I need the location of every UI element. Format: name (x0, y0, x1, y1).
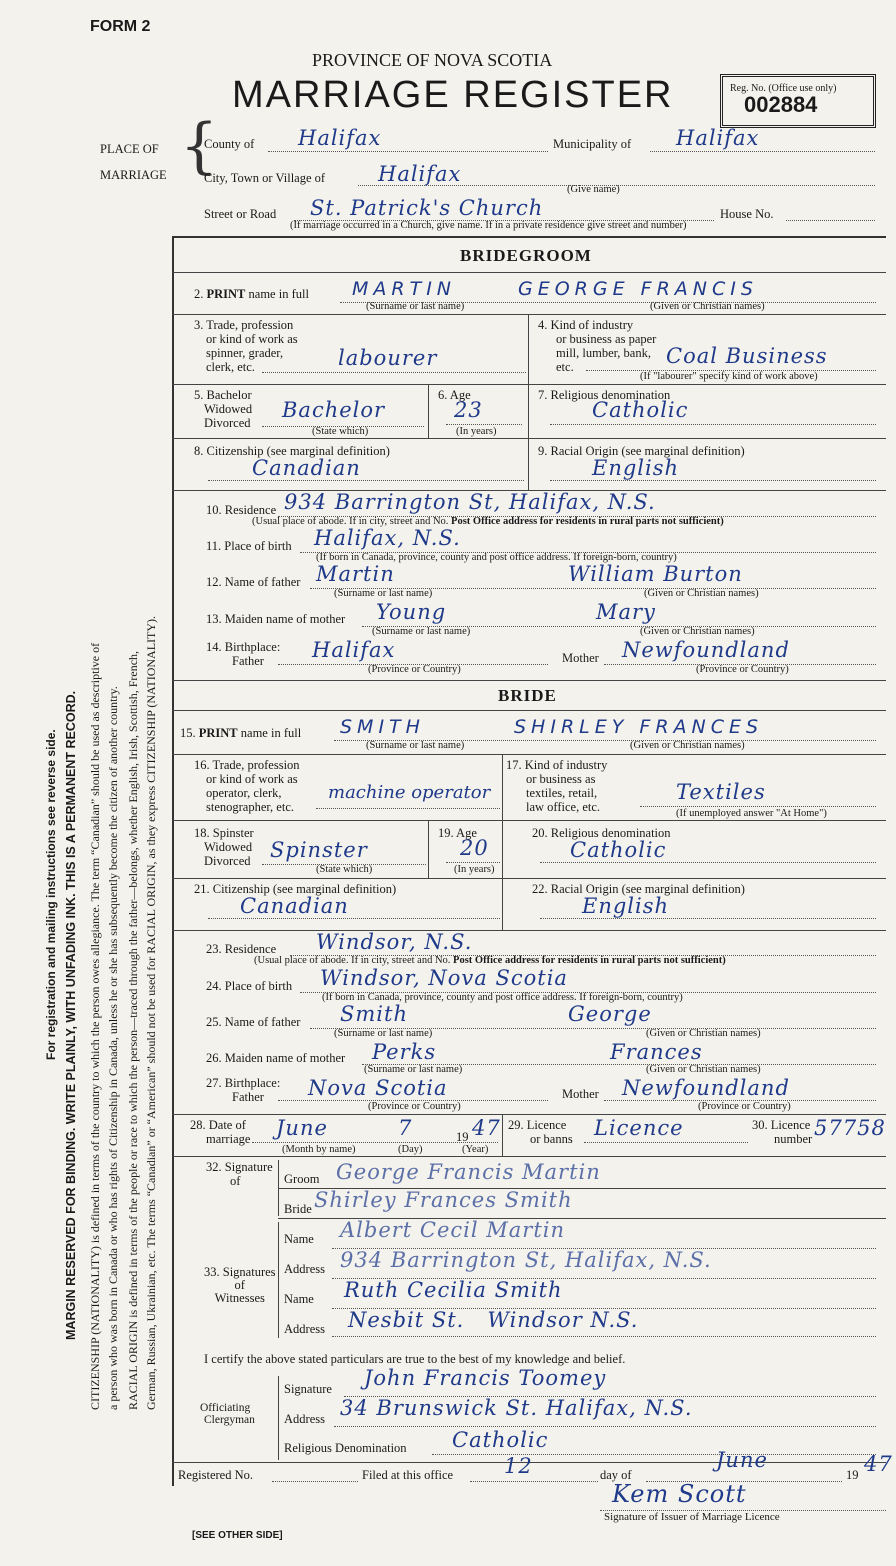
bride-racial-label: 22. Racial Origin (see marginal definition) (532, 882, 745, 896)
bride-name-in-full: name in full (240, 726, 302, 740)
groom-mother-given: Mary (596, 600, 656, 624)
bride-father-surname: Smith (340, 1002, 408, 1026)
street-note: (If marriage occurred in a Church, give name. If in a private residence give street and number) (290, 220, 687, 231)
margin-binding-note: MARGIN RESERVED FOR BINDING. WRITE PLAINLY, WITH UNFADING INK. THIS IS A PERMANENT RECORD. (64, 690, 78, 1340)
groom-father-surname: Martin (316, 562, 395, 586)
bride-father-label: 25. Name of father (206, 1015, 301, 1029)
bride-trade-value: machine operator (328, 782, 491, 803)
clergy-address-label: Address (284, 1412, 325, 1426)
bride-birthplace-label: 24. Place of birth (206, 979, 293, 993)
clergy-sig-label: Signature (284, 1382, 332, 1396)
reg-office-note: (Office use only) (768, 83, 837, 94)
bride-ind-l1: 17. Kind of industry (506, 758, 608, 772)
issuer-label: Signature of Issuer of Marriage Licence (604, 1511, 780, 1523)
bride-bp-l2: Father (232, 1090, 264, 1104)
clergy-label (200, 1402, 255, 1426)
bride-religion-value: Catholic (570, 838, 667, 862)
number-label-1: 30. Licence (752, 1118, 811, 1132)
groom-mother-label: 13. Maiden name of mother (206, 612, 346, 626)
bride-trade-l4: stenographer, etc. (206, 800, 295, 814)
bride-trade-l2: or kind of work as (206, 772, 298, 786)
margin-citizenship-2: a person who was born in Canada or who has rights of Citizenship in Canada, unless he or she has subsequently become the citizen of another country. (106, 686, 120, 1410)
bride-res-note-2: Post Office address for residents in rural parts not sufficient) (453, 955, 726, 966)
groom-status-value: Bachelor (282, 398, 386, 422)
bride-bp-label (206, 1076, 280, 1104)
groom-ind-l4: etc. (556, 360, 574, 374)
groom-surname-note: (Surname or last name) (366, 301, 465, 312)
groom-name-label (194, 287, 309, 301)
groom-ind-l1: 4. Kind of industry (538, 318, 634, 332)
bride-in-years: (In years) (454, 864, 495, 875)
bride-father-surname-note: (Surname or last name) (334, 1028, 433, 1039)
groom-bp-mother-label: Mother (562, 651, 599, 665)
month-note: (Month by name) (282, 1144, 356, 1155)
bride-residence-value: Windsor, N.S. (316, 930, 473, 954)
bride-mother-label: 26. Maiden name of mother (206, 1051, 346, 1065)
groom-mother-given-note: (Given or Christian names) (640, 626, 755, 637)
bride-father-given-note: (Given or Christian names) (646, 1028, 761, 1039)
municipality-label: Municipality of (553, 137, 632, 151)
groom-trade-l2: or kind of work as (206, 332, 298, 346)
groom-bp-father: Halifax (312, 638, 396, 662)
groom-bp-mother: Newfoundland (622, 638, 790, 662)
bride-status-label (194, 826, 254, 868)
groom-trade-l4: clerk, etc. (206, 360, 255, 374)
licence-number-value: 57758 (814, 1116, 886, 1140)
marriage-day: 7 (398, 1116, 413, 1140)
issuer-signature: Kem Scott (612, 1480, 747, 1508)
year-note: (Year) (462, 1144, 489, 1155)
groom-religion-label: 7. Religious denomination (538, 388, 671, 402)
witness-label (204, 1266, 276, 1305)
groom-status-label (194, 388, 252, 430)
bride-age-label: 19. Age (438, 826, 477, 840)
licence-label-2: or banns (530, 1132, 573, 1146)
bride-citizenship-label: 21. Citizenship (see marginal definition) (194, 882, 397, 896)
groom-age-label: 6. Age (438, 388, 471, 402)
day-of-label: day of (600, 1468, 632, 1482)
groom-trade-l3: spinner, grader, (206, 346, 284, 360)
groom-signature: George Francis Martin (336, 1160, 601, 1184)
form-number: FORM 2 (90, 18, 151, 35)
w1-address: 934 Barrington St, Halifax, N.S. (340, 1248, 712, 1272)
w2-name: Ruth Cecilia Smith (344, 1278, 563, 1302)
bride-citizenship-value: Canadian (240, 894, 349, 918)
groom-surname: MARTIN (352, 278, 457, 300)
marriage-year: 47 (472, 1116, 501, 1140)
bride-father-given: George (568, 1002, 652, 1026)
w2-name-label: Name (284, 1292, 314, 1306)
bride-bp-father-note: (Province or Country) (368, 1101, 461, 1112)
groom-father-given-note: (Given or Christian names) (644, 588, 759, 599)
groom-bp-mother-note: (Province or Country) (696, 664, 789, 675)
denomination-value: Catholic (452, 1428, 549, 1452)
clergy-signature: John Francis Toomey (364, 1366, 607, 1390)
bride-name-num: 15. (180, 726, 196, 740)
date-label-2: marriage (206, 1132, 251, 1146)
sig-label-2: of (230, 1174, 241, 1188)
groom-industry-value: Coal Business (666, 344, 828, 368)
bride-trade-label (194, 758, 300, 814)
groom-citizenship-label: 8. Citizenship (see marginal definition) (194, 444, 390, 458)
filed-year-prefix: 19 (846, 1468, 859, 1482)
groom-bp-label (206, 640, 280, 668)
bride-surname-note: (Surname or last name) (366, 740, 465, 751)
bride-mother-surname-note: (Surname or last name) (364, 1064, 463, 1075)
province-heading: PROVINCE OF NOVA SCOTIA (312, 50, 553, 70)
place-brace: { (180, 111, 219, 181)
bride-bp-mother-note: (Province or Country) (698, 1101, 791, 1112)
w1-name: Albert Cecil Martin (340, 1218, 566, 1242)
groom-religion-value: Catholic (592, 398, 689, 422)
groom-bp-father-note: (Province or Country) (368, 664, 461, 675)
groom-name-print: PRINT (206, 287, 246, 301)
groom-citizenship-value: Canadian (252, 456, 361, 480)
groom-name-in-full: name in full (248, 287, 309, 301)
bride-sig-label: Bride (284, 1202, 312, 1216)
bride-ind-l2: or business as (526, 772, 596, 786)
bride-residence-label: 23. Residence (206, 942, 277, 956)
witness-label-1: 33. Signatures (204, 1265, 276, 1279)
bride-industry-label (506, 758, 607, 814)
street-value: St. Patrick's Church (310, 196, 544, 220)
groom-trade-label (194, 318, 298, 374)
bride-birthplace-note: (If born in Canada, province, county and post office address. If foreign-born, country) (322, 992, 683, 1003)
bride-heading: BRIDE (498, 686, 557, 705)
clergy-label-1: Officiating (200, 1402, 251, 1414)
bride-status-l3: Divorced (204, 854, 251, 868)
bride-surname: SMITH (340, 716, 425, 738)
bride-signature: Shirley Frances Smith (314, 1188, 573, 1212)
bride-mother-given: Frances (610, 1040, 703, 1064)
bridegroom-heading: BRIDEGROOM (460, 246, 592, 265)
licence-number-label (752, 1118, 812, 1146)
groom-bp-l1: 14. Birthplace: (206, 640, 281, 654)
w1-name-label: Name (284, 1232, 314, 1246)
groom-in-years: (In years) (456, 426, 497, 437)
groom-age-value: 23 (454, 398, 483, 422)
place-heading (100, 136, 167, 188)
groom-trade-value: labourer (338, 346, 438, 370)
date-label (190, 1118, 250, 1146)
groom-given-note: (Given or Christian names) (650, 301, 765, 312)
bride-name-label (180, 726, 301, 740)
groom-status-l2: Widowed (204, 402, 253, 416)
bride-bp-mother: Newfoundland (622, 1076, 790, 1100)
groom-father-surname-note: (Surname or last name) (334, 588, 433, 599)
bride-bp-mother-label: Mother (562, 1087, 599, 1101)
groom-birthplace-note: (If born in Canada, province, county and post office address. If foreign-born, country) (316, 552, 677, 563)
bride-state-which: (State which) (316, 864, 373, 875)
groom-sig-label: Groom (284, 1172, 320, 1186)
groom-father-label: 12. Name of father (206, 575, 301, 589)
groom-state-which: (State which) (312, 426, 369, 437)
county-value: Halifax (298, 126, 382, 150)
bride-trade-l3: operator, clerk, (206, 786, 282, 800)
groom-status-l1: 5. Bachelor (194, 388, 252, 402)
groom-birthplace-label: 11. Place of birth (206, 539, 292, 553)
place-heading-1: PLACE OF (100, 142, 159, 156)
bride-status-value: Spinster (270, 838, 368, 862)
groom-bp-l2: Father (232, 654, 264, 668)
bride-given: SHIRLEY FRANCES (514, 716, 764, 738)
filed-year: 47 (864, 1452, 893, 1476)
w2-address: Nesbit St. Windsor N.S. (348, 1308, 639, 1332)
denomination-label: Religious Denomination (284, 1441, 407, 1455)
groom-mother-surname: Young (376, 600, 447, 624)
bride-trade-l1: 16. Trade, profession (194, 758, 300, 772)
bride-bp-father: Nova Scotia (308, 1076, 448, 1100)
bride-age-value: 20 (460, 836, 489, 860)
margin-racial-2: German, Russian, Ukrainian, etc. The terms “Canadian” or “American” should not be used for RACIAL ORIGIN, as they express CITIZENSHIP (NATIONALITY). (144, 615, 158, 1410)
margin-citizenship-1: CITIZENSHIP (NATIONALITY) is defined in terms of the country to which the person owes allegiance. The term “Canadian” should be used as descriptive of (88, 642, 102, 1410)
marriage-month: June (276, 1116, 328, 1140)
bride-industry-value: Textiles (676, 780, 766, 804)
bride-residence-note (254, 955, 726, 966)
bride-birthplace-value: Windsor, Nova Scotia (320, 966, 568, 990)
county-label: County of (204, 137, 255, 151)
margin-racial-1: RACIAL ORIGIN is defined in terms of the people or race to which the person—traced through the father—belongs, whether English, Irish, Scottish, French, (126, 650, 140, 1410)
groom-industry-note: (If "labourer" specify kind of work above) (640, 371, 818, 382)
bride-name-print: PRINT (198, 726, 238, 740)
filed-day: 12 (504, 1454, 533, 1478)
bride-res-note-1: (Usual place of abode. If in city, street and No. (254, 955, 451, 966)
groom-ind-l2: or business as paper (556, 332, 657, 346)
number-label-2: number (774, 1132, 813, 1146)
licence-label (508, 1118, 573, 1146)
groom-industry-label (538, 318, 656, 374)
marriage-year-prefix: 19 (456, 1130, 469, 1144)
groom-racial-label: 9. Racial Origin (see marginal definition) (538, 444, 745, 458)
registered-label: Registered No. (178, 1468, 253, 1482)
sig-label-1: 32. Signature (206, 1160, 273, 1174)
bride-racial-value: English (582, 894, 670, 918)
bride-bp-l1: 27. Birthplace: (206, 1076, 281, 1090)
filed-month: June (716, 1448, 768, 1472)
witness-label-3: Witnesses (214, 1291, 265, 1305)
groom-res-note-1: (Usual place of abode. If in city, street and No. (252, 516, 449, 527)
clergy-label-2: Clergyman (204, 1414, 255, 1426)
clergy-address: 34 Brunswick St. Halifax, N.S. (340, 1396, 693, 1420)
page-title: MARRIAGE REGISTER (232, 74, 674, 116)
day-note: (Day) (398, 1144, 423, 1155)
municipality-value: Halifax (676, 126, 760, 150)
street-label: Street or Road (204, 207, 277, 221)
house-label: House No. (720, 207, 774, 221)
bride-mother-surname: Perks (372, 1040, 437, 1064)
bride-status-l2: Widowed (204, 840, 253, 854)
bride-ind-l3: textiles, retail, (526, 786, 598, 800)
groom-ind-l3: mill, lumber, bank, (556, 346, 651, 360)
bride-industry-note: (If unemployed answer "At Home") (676, 808, 827, 819)
certify-statement: I certify the above stated particulars are true to the best of my knowledge and belief. (204, 1352, 626, 1366)
date-label-1: 28. Date of (190, 1118, 246, 1132)
reg-no-label: Reg. No. (730, 83, 766, 94)
margin-instructions: For registration and mailing instructions see reverse side. (44, 729, 58, 1060)
groom-res-note-2: Post Office address for residents in rural parts not sufficient) (451, 516, 724, 527)
licence-value: Licence (594, 1116, 684, 1140)
groom-residence-label: 10. Residence (206, 503, 277, 517)
groom-trade-l1: 3. Trade, profession (194, 318, 294, 332)
give-name-note: (Give name) (567, 184, 620, 195)
signature-label (206, 1160, 273, 1188)
bride-religion-label: 20. Religious denomination (532, 826, 671, 840)
groom-status-l3: Divorced (204, 416, 251, 430)
groom-mother-surname-note: (Surname or last name) (372, 626, 471, 637)
groom-father-given: William Burton (568, 562, 743, 586)
groom-name-num: 2. (194, 287, 204, 301)
filed-label: Filed at this office (362, 1468, 454, 1482)
w2-address-label: Address (284, 1322, 325, 1336)
licence-label-1: 29. Licence (508, 1118, 567, 1132)
groom-residence-value: 934 Barrington St, Halifax, N.S. (284, 490, 656, 514)
bride-ind-l4: law office, etc. (526, 800, 601, 814)
groom-racial-value: English (592, 456, 680, 480)
place-heading-2: MARRIAGE (100, 168, 167, 182)
bride-given-note: (Given or Christian names) (630, 740, 745, 751)
bride-status-l1: 18. Spinster (194, 826, 254, 840)
see-other-side: [SEE OTHER SIDE] (192, 1530, 283, 1541)
w1-address-label: Address (284, 1262, 325, 1276)
city-label: City, Town or Village of (204, 171, 326, 185)
reg-number: 002884 (744, 92, 818, 117)
groom-birthplace-value: Halifax, N.S. (314, 526, 461, 550)
bride-mother-given-note: (Given or Christian names) (646, 1064, 761, 1075)
witness-label-2: of (234, 1278, 245, 1292)
city-value: Halifax (378, 162, 462, 186)
groom-given: GEORGE FRANCIS (518, 278, 758, 300)
